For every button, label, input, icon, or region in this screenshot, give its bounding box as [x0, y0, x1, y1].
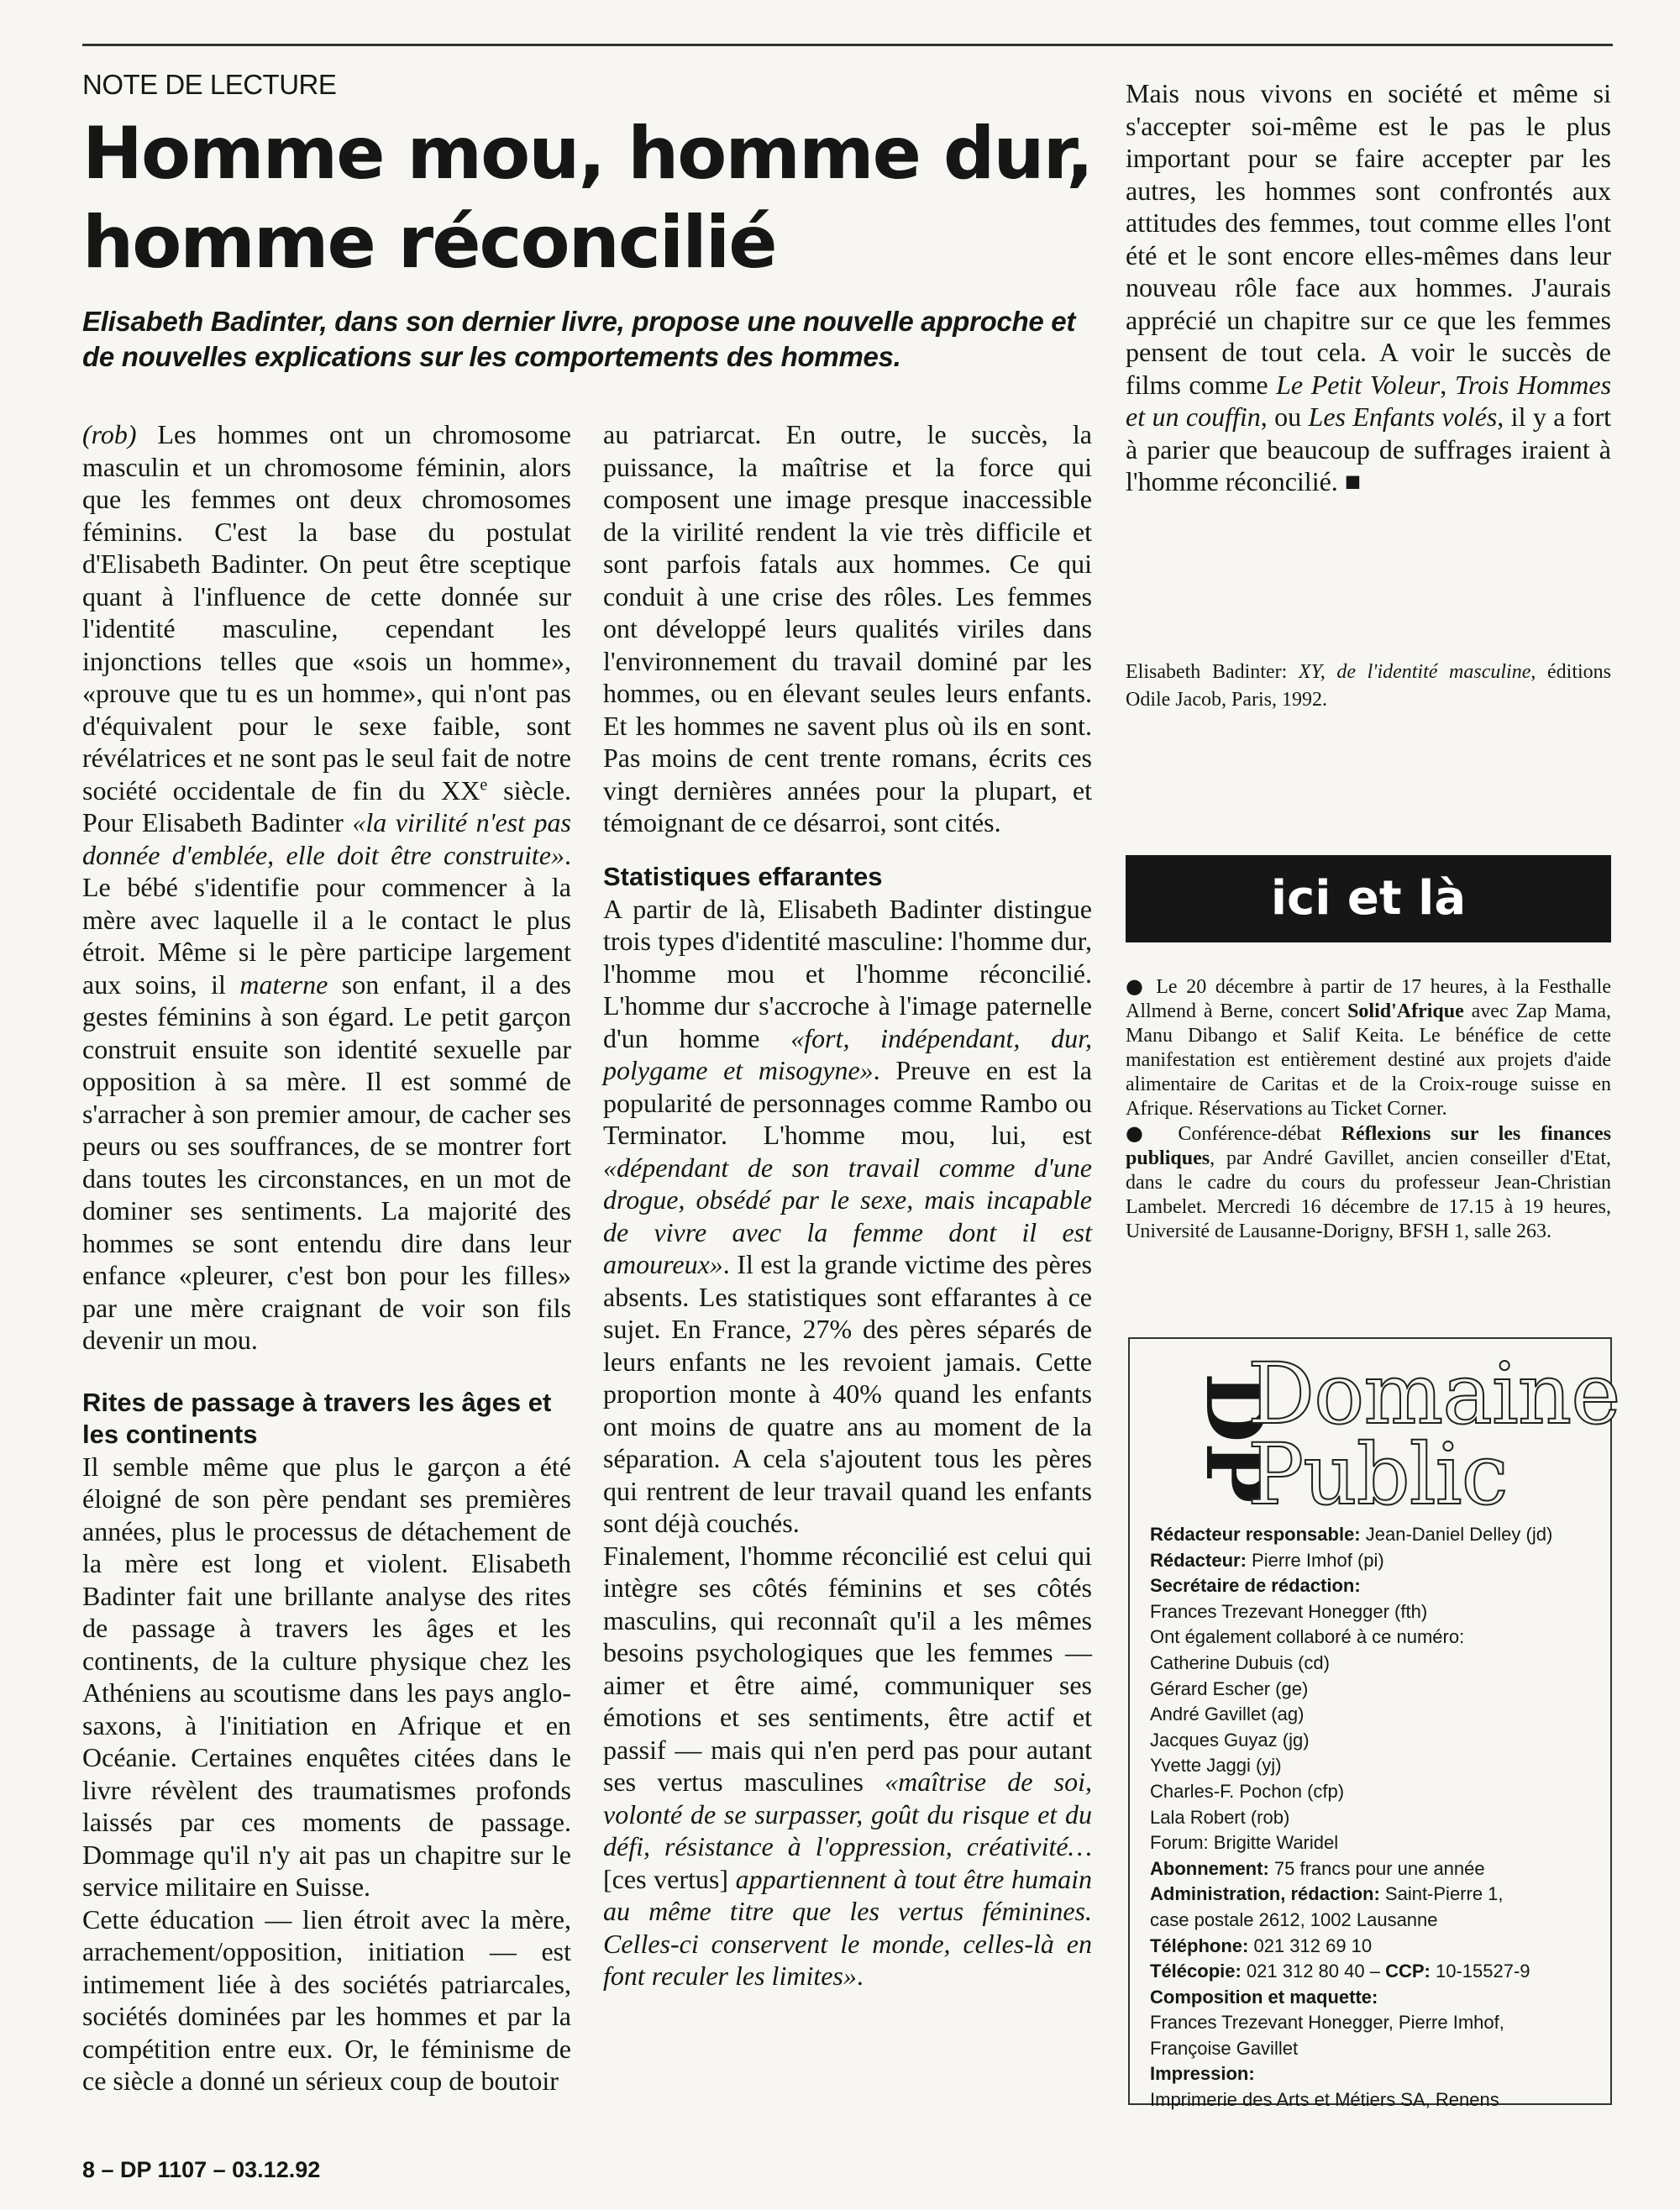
credit-line: Françoise Gavillet [1150, 2037, 1299, 2059]
paragraph-education-continued: au patriarcat. En outre, le succès, la puissance, la maîtrise et la force qui composent une image presque inaccessible de la virilité rendent la vie très difficile et sont parfois fatals aux hommes. Ce qui conduit à une crise des rôles. Les femmes ont développé leurs qualités viriles dans l'environnement du travail dominé par les hommes, ou en élevant seules leurs enfants. Et les hommes ne savent plus où ils en sont. Pas moins de cent trente romans, écrits ces vingt dernières années pour la plupart, et témoignant de ce désarroi, sont cités. [603, 419, 1092, 837]
article-column-3 [1126, 77, 1611, 498]
credit-line: Gérard Escher (ge) [1150, 1677, 1309, 1699]
masthead-title: Domaine Public [1247, 1345, 1620, 1524]
credit-line: Composition et maquette: [1150, 1986, 1378, 2008]
credit-line: Ont également collaboré à ce numéro: [1150, 1626, 1465, 1648]
credit-line: Charles-F. Pochon (cfp) [1150, 1780, 1345, 1802]
credit-line: Impression: [1150, 2063, 1255, 2085]
author-tag: (rob) [82, 419, 137, 449]
book-reference: Elisabeth Badinter: XY, de l'identité masculine, éditions Odile Jacob, Paris, 1992. [1126, 661, 1612, 711]
top-rule [82, 44, 1613, 46]
film-title: Les Enfants volés [1308, 402, 1498, 432]
headline-line-2: homme réconcilié [82, 201, 776, 285]
quote-homme-dur: «fort, indépendant, dur, polygame et misogyne» [603, 1022, 1093, 1085]
credit-line: Frances Trezevant Honegger, Pierre Imhof, [1150, 2012, 1504, 2034]
subheading-rites: Rites de passage à travers les âges et les continents [82, 1387, 552, 1449]
credit-line: Catherine Dubuis (cd) [1150, 1651, 1330, 1673]
masthead-box [1128, 1337, 1620, 2111]
ici-et-la-items [1126, 974, 1611, 1244]
dp-logo-letters: DP [1188, 1373, 1283, 1504]
bullet-icon: ● [1126, 1121, 1158, 1145]
credit-line: Yvette Jaggi (yj) [1150, 1755, 1282, 1777]
article-column-2 [603, 418, 1092, 1992]
headline-line-1: Homme mou, homme dur, [82, 112, 1093, 196]
quote-vertus-suite: appartiennent à tout être humain au même titre que les vertus féminines. Celles-ci conservent le monde, celles-là en font reculer les limites» [603, 1863, 1092, 1991]
word-materne: materne [239, 969, 328, 1000]
subheading-statistiques: Statistiques effarantes [603, 861, 883, 891]
section-kicker: NOTE DE LECTURE [82, 69, 337, 100]
masthead-credits [1150, 1522, 1595, 2113]
credit-line: Lala Robert (rob) [1150, 1806, 1290, 1828]
event-item: ● Le 20 décembre à partir de 17 heures, à la Festhalle Allmend à Berne, concert Solid'Afrique avec Zap Mama, Manu Dibango et Salif Keita. Le bénéfice de cette manifestation est entièrement destiné aux projets d'aide alimentaire de Caritas et de la Croix-rouge suisse en Afrique. Réservations au Ticket Corner. [1126, 974, 1611, 1120]
century-superscript: e [480, 774, 488, 794]
paragraph-reconcilie: Finalement, l'homme réconcilié est celui qui intègre ses côtés féminins et ses côtés masculins, qui reconnaît qu'il a les mêmes besoins psychologiques que les femmes — aimer et être aimé, communiquer ses émotions et ses sentiments, être actif et passif — mais qui n'en perd pas pour autant ses vertus masculines «maîtrise de soi, volonté de se surpasser, goût du risque et du défi, résistance à l'oppression, créativité… [ces vertus] appartiennent à tout être humain au même titre que les vertus féminines. Celles-ci conservent le monde, celles-là en font reculer les limites». [603, 1540, 1093, 1991]
article-column-1 [82, 418, 571, 2097]
credit-line: Jacques Guyaz (jg) [1150, 1729, 1310, 1751]
event-item: ● Conférence-débat Réflexions sur les finances publiques, par André Gavillet, ancien conseiller d'Etat, dans le cadre du cours du professeur Jean-Christian Lambelet. Mercredi 16 décembre de 17.15 à 19 heures, Université de Lausanne-Dorigny, BFSH 1, salle 263. [1126, 1121, 1611, 1242]
bullet-icon: ● [1126, 974, 1147, 998]
credit-line: Télécopie: 021 312 80 40 – CCP: 10-15527-9 [1150, 1961, 1530, 1982]
credit-line: Administration, rédaction: Saint-Pierre 1, [1150, 1883, 1504, 1905]
end-mark: ■ [1344, 466, 1362, 496]
film-title: Le Petit Voleur [1276, 369, 1441, 400]
book-title: XY, de l'identité masculine [1298, 661, 1531, 683]
credit-line: case postale 2612, 1002 Lausanne [1150, 1908, 1438, 1930]
quote-vertus: «maîtrise de soi, volonté de se surpasser, goût du risque et du défi, résistance à l'oppression, créativité… [603, 1766, 1093, 1861]
paragraph-intro: (rob) Les hommes ont un chromosome masculin et un chromosome féminin, alors que les femmes ont deux chromosomes féminins. C'est la base du postulat d'Elisabeth Badinter. On peut être sceptique quant à l'influence de cette donnée sur l'identité masculine, cependant les injonctions telles que «sois un homme», «prouve que tu es un homme», qui n'ont pas d'équivalent pour le sexe faible, sont révélatrices et ne sont pas le seul fait de notre société occidentale de fin du XXe siècle. Pour Elisabeth Badinter «la virilité n'est pas donnée d'emblée, elle doit être construite». Le bébé s'identifie pour commencer à la mère avec laquelle il a le contact le plus étroit. Même si le père participe largement aux soins, il materne son enfant, il a des gestes féminins à son égard. Le petit garçon construit ensuite son identité sexuelle par opposition à sa mère. Il est sommé de s'arracher à son premier amour, de cacher ses peurs ou ses souffrances, de se montrer fort dans toutes les circonstances, en un mot de dominer ses sentiments. La majorité des hommes se sont entendu dire dans leur enfance «pleurer, c'est bon pour les filles» par une mère craignant de voir son fils devenir un mou. [82, 419, 572, 1355]
headline [82, 109, 1107, 287]
paragraph-conclusion: Mais nous vivons en société et même si s'accepter soi-même est le pas le plus important pour se faire accepter par les autres, les hommes sont confrontés aux attitudes des femmes, tout comme elles l'ont été et le sont encore elles-mêmes dans leur nouveau rôle face aux hommes. J'aurais apprécié un chapitre sur ce que les femmes pensent de tout cela. A voir le succès de films comme Le Petit Voleur, Trois Hommes et un couffin, ou Les Enfants volés, il y a fort à parier que beaucoup de suffrages iraient à l'homme réconcilié. ■ [1126, 78, 1612, 496]
credit-line: Secrétaire de rédaction: [1150, 1575, 1361, 1597]
paragraph-types: A partir de là, Elisabeth Badinter distingue trois types d'identité masculine: l'homme dur, l'homme mou et l'homme réconcilié. L'homme dur s'accroche à l'image paternelle d'un homme «fort, indépendant, dur, polygame et misogyne». Preuve en est la popularité de personnages comme Rambo ou Terminator. L'homme mou, lui, est «dépendant de son travail comme d'une drogue, obsédé par le sexe, mais incapable de vivre avec la femme dont il est amoureux». Il est la grande victime des pères absents. Les statistiques sont effarantes à ce sujet. En France, 27% des pères séparés de leurs enfants ne les revoient jamais. Cette proportion monte à 40% quand les enfants ont moins de quatre ans au moment de la séparation. A cela s'ajoutent tous les pères qui rentrent de leur travail quand les enfants sont déjà couchés. [603, 893, 1093, 1538]
paragraph-rites: Il semble même que plus le garçon a été éloigné de son père pendant ses premières années, plus le processus de détachement de la mère est long et violent. Elisabeth Badinter fait une brillante analyse des rites de passage à travers les âges et les continents, de la culture physique chez les Athéniens au scoutisme dans les pays anglo-saxons, à l'initiation en Afrique et en Océanie. Certaines enquêtes citées dans le livre révèlent des traumatismes profonds laissés par ces moments de passage. Dommage qu'il n'y ait pas un chapitre sur le service militaire en Suisse. [82, 1451, 571, 1902]
credit-line: Rédacteur: Pierre Imhof (pi) [1150, 1549, 1384, 1571]
film-title: Trois Hommes et un couffin [1126, 369, 1612, 432]
credit-line: Forum: Brigitte Waridel [1150, 1832, 1339, 1854]
credit-line: André Gavillet (ag) [1150, 1703, 1305, 1725]
lead-paragraph: Elisabeth Badinter, dans son dernier livre, propose une nouvelle approche et de nouvelles explications sur les comportements des hommes. [82, 306, 1076, 372]
credit-line: Abonnement: 75 francs pour une année [1150, 1857, 1485, 1879]
ici-et-la-banner: ici et là [1126, 855, 1611, 942]
page-footer: 8 – DP 1107 – 03.12.92 [82, 2157, 321, 2182]
credit-line: Rédacteur responsable: Jean-Daniel Delley (jd) [1150, 1524, 1553, 1545]
paragraph-education: Cette éducation — lien étroit avec la mère, arrachement/opposition, initiation — est intimement liée à des sociétés patriarcales, sociétés dominées par les hommes et par la compétition entre eux. Or, le féminisme de ce siècle a donné un sérieux coup de boutoir [82, 1903, 571, 2096]
credit-line: Frances Trezevant Honegger (fth) [1150, 1600, 1428, 1622]
credit-line: Téléphone: 021 312 69 10 [1150, 1934, 1373, 1956]
credit-line: Imprimerie des Arts et Métiers SA, Renens [1150, 2089, 1499, 2111]
quote-virilite: «la virilité n'est pas donnée d'emblée, elle doit être construite» [82, 807, 572, 870]
quote-homme-mou: «dépendant de son travail comme d'une drogue, obsédé par le sexe, mais incapable de vivre avec la femme dont il est amoureux» [603, 1152, 1092, 1279]
